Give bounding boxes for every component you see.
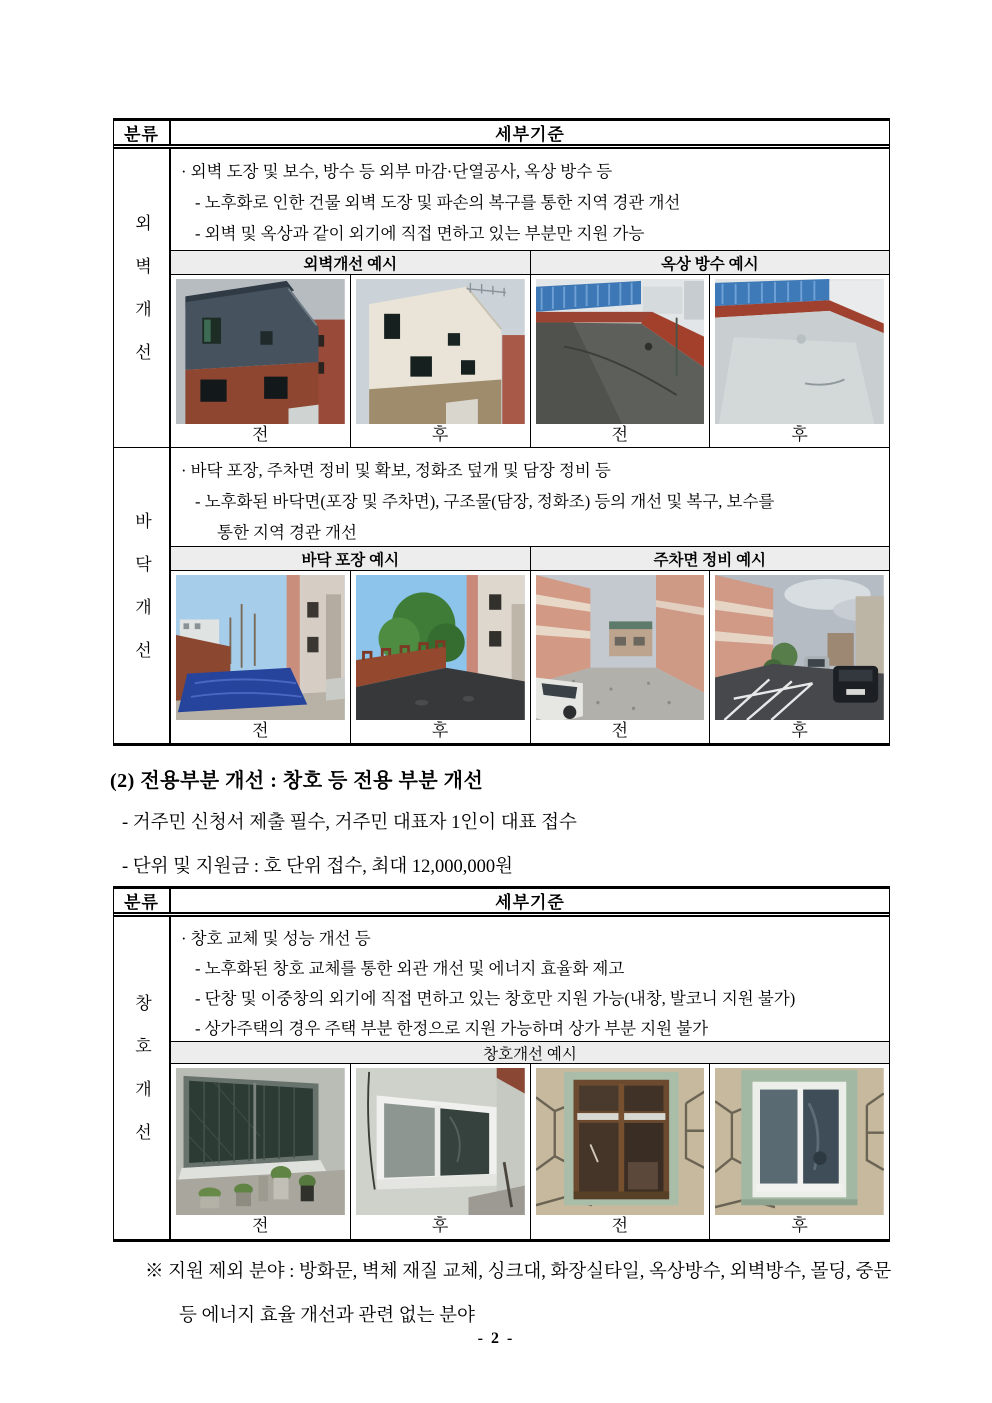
photo-cell [350, 1064, 530, 1239]
photo-label-before: 전 [611, 425, 629, 444]
row-floor-category-label: 바닥개선 [132, 511, 151, 684]
bullet-line: - 외벽 및 옥상과 같이 외기에 직접 면하고 있는 부분만 지원 가능 [195, 224, 645, 243]
row-window-example-header [171, 1041, 889, 1064]
section2-bullet-1: - 거주민 신청서 제출 필수, 거주민 대표자 1인이 대표 접수 [122, 813, 577, 833]
row-window-bullets [171, 917, 889, 1041]
photo-label-after: 후 [791, 721, 808, 740]
bullet-line: 통한 지역 경관 개선 [217, 523, 357, 542]
photo-cell [709, 275, 889, 447]
page-number: - 2 - [477, 1330, 515, 1347]
photo-cell [709, 571, 889, 743]
photo-cell [530, 571, 710, 743]
row-exterior-example-headers [171, 250, 889, 275]
photo-window1-after-image [351, 1064, 530, 1215]
section2-bullet-2: - 단위 및 지원금 : 호 단위 접수, 최대 12,000,000원 [122, 857, 513, 877]
photo-cell [709, 1064, 889, 1239]
row-window-category-label: 창호개선 [132, 994, 151, 1166]
row-exterior-bullets [171, 149, 889, 250]
photo-label-after: 후 [431, 1216, 449, 1235]
photo-paving-after-image [351, 571, 530, 720]
photo-label-after: 후 [791, 425, 808, 444]
table1-header-category: 분류 [114, 121, 171, 144]
row-window [114, 917, 889, 1239]
photo-label-after: 후 [431, 425, 449, 444]
photo-label-after: 후 [791, 1216, 808, 1235]
row-exterior-photos [171, 275, 889, 447]
row-exterior-category-cell [114, 149, 171, 447]
bullet-line: - 노후화로 인한 건물 외벽 도장 및 파손의 복구를 통한 지역 경관 개선 [195, 193, 681, 212]
row-exterior-content [171, 149, 889, 447]
photo-paving-before-image [171, 571, 350, 720]
photo-roof-before-image [531, 275, 710, 424]
photo-label-before: 전 [611, 721, 629, 740]
bullet-line: · 바닥 포장, 주차면 정비 및 확보, 정화조 덮개 및 담장 정비 등 [181, 461, 611, 480]
photo-label-before: 전 [252, 425, 269, 444]
bullet-line: - 단창 및 이중창의 외기에 직접 면하고 있는 창호만 지원 가능(내창, 발코니 지원 불가) [195, 989, 796, 1008]
photo-roof-after-image [710, 275, 889, 424]
row-window-content [171, 917, 889, 1239]
bullet-line: · 외벽 도장 및 보수, 방수 등 외부 마감·단열공사, 옥상 방수 등 [181, 162, 613, 181]
row-floor [114, 447, 889, 743]
photo-window2-after-image [710, 1064, 889, 1215]
row-window-category-cell [114, 917, 171, 1239]
photo-window2-before-image [531, 1064, 710, 1215]
row-window-photos [171, 1064, 889, 1239]
photo-label-before: 전 [252, 721, 269, 740]
criteria-table-common-areas [113, 118, 890, 746]
row-exterior-wall [114, 149, 889, 447]
photo-cell [530, 275, 710, 447]
row-floor-content [171, 448, 889, 743]
table1-header-criteria: 세부기준 [495, 125, 565, 144]
row-floor-category-cell [114, 448, 171, 743]
example-header-roof: 옥상 방수 예시 [530, 251, 890, 274]
photo-parking-before-image [531, 571, 710, 720]
table1-header-row [114, 121, 889, 149]
row-exterior-category-label: 외벽개선 [132, 214, 151, 386]
example-header-parking: 주차면 정비 예시 [530, 547, 890, 570]
photo-label-after: 후 [431, 721, 449, 740]
bullet-line: - 노후화된 바닥면(포장 및 주차면), 구조물(담장, 정화조) 등의 개선 및 복구, 보수를 [195, 492, 775, 511]
row-floor-photos [171, 571, 889, 743]
table2-header-criteria: 세부기준 [495, 893, 565, 912]
photo-cell [530, 1064, 710, 1239]
row-floor-bullets [171, 448, 889, 546]
section2-heading: (2) 전용부분 개선 : 창호 등 전용 부분 개선 [110, 770, 484, 792]
bullet-line: · 창호 교체 및 성능 개선 등 [181, 929, 371, 948]
example-header-window: 창호개선 예시 [483, 1045, 577, 1063]
photo-cell [171, 1064, 350, 1239]
table2-header-category: 분류 [114, 889, 171, 912]
table2-header-row [114, 889, 889, 917]
example-header-paving: 바닥 포장 예시 [301, 551, 400, 569]
photo-parking-after-image [710, 571, 889, 720]
photo-cell [171, 275, 350, 447]
photo-cell [350, 275, 530, 447]
photo-exterior-before-image [171, 275, 350, 424]
example-header-exterior: 외벽개선 예시 [303, 255, 398, 273]
photo-cell [350, 571, 530, 743]
row-floor-example-headers [171, 546, 889, 571]
criteria-table-private-areas [113, 886, 890, 1242]
photo-exterior-after-image [351, 275, 530, 424]
exclusion-note: ※ 지원 제외 분야 : 방화문, 벽체 재질 교체, 싱크대, 화장실타일, 옥상방수, 외벽방수, 몰딩, 중문 등 에너지 효율 개선과 관련 없는 분야 [145, 1262, 892, 1326]
bullet-line: - 노후화된 창호 교체를 통한 외관 개선 및 에너지 효율화 제고 [195, 959, 625, 978]
photo-label-before: 전 [252, 1216, 269, 1235]
photo-label-before: 전 [611, 1216, 629, 1235]
bullet-line: - 상가주택의 경우 주택 부분 한정으로 지원 가능하며 상가 부분 지원 불가 [195, 1019, 709, 1038]
photo-window1-before-image [171, 1064, 350, 1215]
photo-cell [171, 571, 350, 743]
